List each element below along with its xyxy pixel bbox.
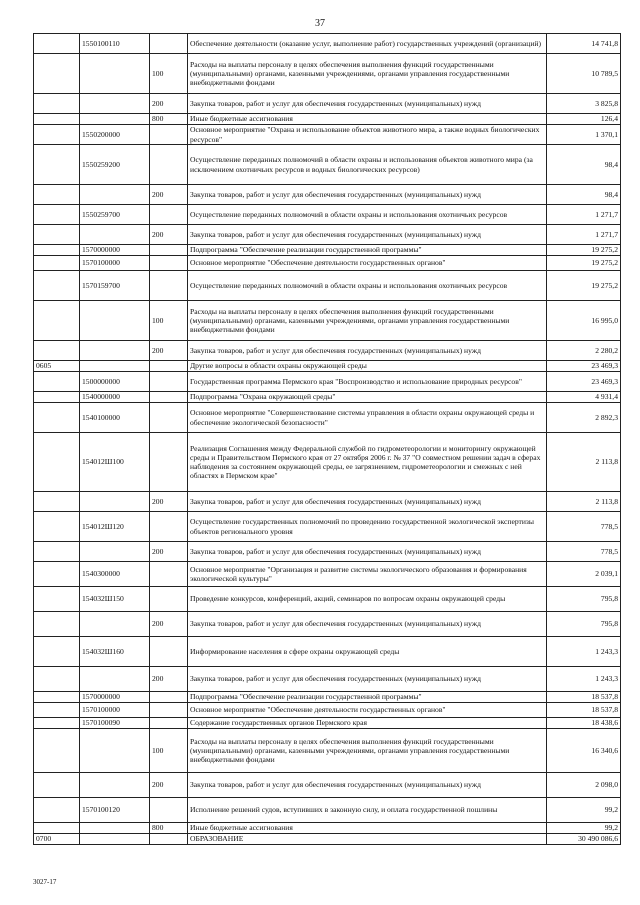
target-code-cell: 1540000000	[80, 392, 150, 403]
amount-cell: 99,2	[547, 823, 621, 834]
target-code-cell: 154012Ш120	[80, 512, 150, 542]
target-code-cell: 1570000000	[80, 692, 150, 703]
section-code-cell	[34, 271, 80, 301]
amount-cell: 795,8	[547, 587, 621, 612]
table-row	[34, 271, 621, 301]
amount-cell: 1 271,7	[547, 225, 621, 245]
expense-type-cell: 800	[150, 823, 188, 834]
item-name-cell: Подпрограмма "Обеспечение реализации государственной программы"	[188, 245, 547, 256]
table-row	[34, 245, 621, 256]
section-code-cell	[34, 637, 80, 667]
expense-type-cell	[150, 587, 188, 612]
section-code-cell	[34, 798, 80, 823]
target-code-cell	[80, 341, 150, 361]
section-code-cell	[34, 145, 80, 185]
table-row	[34, 34, 621, 54]
table-row	[34, 562, 621, 587]
section-code-cell	[34, 773, 80, 798]
item-name-cell: Закупка товаров, работ и услуг для обеспечения государственных (муниципальных) нужд	[188, 773, 547, 798]
section-code-cell	[34, 245, 80, 256]
expense-type-cell	[150, 562, 188, 587]
expense-type-cell: 100	[150, 54, 188, 94]
item-name-cell: Иные бюджетные ассигнования	[188, 114, 547, 125]
amount-cell: 16 995,0	[547, 301, 621, 341]
document-code: 3027-17	[33, 878, 57, 886]
target-code-cell	[80, 542, 150, 562]
target-code-cell: 1540300000	[80, 562, 150, 587]
amount-cell: 23 469,3	[547, 372, 621, 392]
target-code-cell	[80, 225, 150, 245]
target-code-cell: 1570100000	[80, 256, 150, 271]
expense-type-cell	[150, 703, 188, 718]
item-name-cell: Осуществление переданных полномочий в области охраны и использования охотничьих ресурсов	[188, 271, 547, 301]
item-name-cell: ОБРАЗОВАНИЕ	[188, 834, 547, 845]
item-name-cell: Обеспечение деятельности (оказание услуг, выполнение работ) государственных учреждений (организаций)	[188, 34, 547, 54]
section-code-cell	[34, 433, 80, 492]
expense-type-cell: 200	[150, 341, 188, 361]
expense-type-cell	[150, 145, 188, 185]
target-code-cell	[80, 667, 150, 692]
table-row	[34, 542, 621, 562]
target-code-cell: 1570100120	[80, 798, 150, 823]
expense-type-cell: 200	[150, 667, 188, 692]
section-code-cell	[34, 301, 80, 341]
table-row	[34, 834, 621, 845]
section-code-cell	[34, 512, 80, 542]
section-code-cell	[34, 54, 80, 94]
amount-cell: 14 741,8	[547, 34, 621, 54]
section-code-cell	[34, 692, 80, 703]
section-code-cell	[34, 403, 80, 433]
section-code-cell	[34, 703, 80, 718]
target-code-cell	[80, 54, 150, 94]
item-name-cell: Основное мероприятие "Обеспечение деятельности государственных органов"	[188, 256, 547, 271]
table-row	[34, 54, 621, 94]
target-code-cell: 1570000000	[80, 245, 150, 256]
item-name-cell: Иные бюджетные ассигнования	[188, 823, 547, 834]
expense-type-cell	[150, 433, 188, 492]
target-code-cell: 1500000000	[80, 372, 150, 392]
section-code-cell	[34, 823, 80, 834]
table-row	[34, 341, 621, 361]
table-row	[34, 205, 621, 225]
section-code-cell: 0700	[34, 834, 80, 845]
expense-type-cell	[150, 256, 188, 271]
item-name-cell: Подпрограмма "Обеспечение реализации государственной программы"	[188, 692, 547, 703]
table-row	[34, 492, 621, 512]
item-name-cell: Закупка товаров, работ и услуг для обеспечения государственных (муниципальных) нужд	[188, 667, 547, 692]
item-name-cell: Основное мероприятие "Охрана и использование объектов животного мира, а также водных биологических ресурсов"	[188, 125, 547, 145]
item-name-cell: Расходы на выплаты персоналу в целях обеспечения выполнения функций государственными (муниципальными) органами, казенными учреждениями, органами управления государственными внебюджетными фондами	[188, 301, 547, 341]
table-row	[34, 145, 621, 185]
expense-type-cell: 200	[150, 225, 188, 245]
section-code-cell: 0605	[34, 361, 80, 372]
target-code-cell	[80, 834, 150, 845]
target-code-cell: 154012Ш100	[80, 433, 150, 492]
item-name-cell: Основное мероприятие "Организация и развитие системы экологического образования и формирования экологической культуры"	[188, 562, 547, 587]
expense-type-cell	[150, 125, 188, 145]
amount-cell: 23 469,3	[547, 361, 621, 372]
table-row	[34, 823, 621, 834]
target-code-cell	[80, 612, 150, 637]
table-row	[34, 372, 621, 392]
item-name-cell: Закупка товаров, работ и услуг для обеспечения государственных (муниципальных) нужд	[188, 492, 547, 512]
target-code-cell: 1570100090	[80, 718, 150, 729]
expense-type-cell	[150, 245, 188, 256]
section-code-cell	[34, 114, 80, 125]
expense-type-cell	[150, 205, 188, 225]
target-code-cell: 1550259700	[80, 205, 150, 225]
amount-cell: 1 370,1	[547, 125, 621, 145]
item-name-cell: Реализация Соглашения между Федеральной службой по гидрометеорологии и мониторингу окружающей среды и Правительством Пермского края от 27 октября 2006 г. № 37 "О совместном решении задач в сферах наблюдения за состоянием окружающей среды, ее загрязнением, гидрометеорологии и смежных с ней областях в Пермском крае"	[188, 433, 547, 492]
section-code-cell	[34, 205, 80, 225]
table-row	[34, 729, 621, 773]
amount-cell: 16 340,6	[547, 729, 621, 773]
section-code-cell	[34, 729, 80, 773]
expense-type-cell: 200	[150, 542, 188, 562]
item-name-cell: Подпрограмма "Охрана окружающей среды"	[188, 392, 547, 403]
amount-cell: 18 537,8	[547, 692, 621, 703]
expense-type-cell: 200	[150, 773, 188, 798]
amount-cell: 795,8	[547, 612, 621, 637]
table-row	[34, 667, 621, 692]
table-row	[34, 256, 621, 271]
amount-cell: 1 243,3	[547, 637, 621, 667]
item-name-cell: Осуществление переданных полномочий в области охраны и использования охотничьих ресурсов	[188, 205, 547, 225]
section-code-cell	[34, 256, 80, 271]
item-name-cell: Расходы на выплаты персоналу в целях обеспечения выполнения функций государственными (муниципальными) органами, казенными учреждениями, органами управления государственными внебюджетными фондами	[188, 54, 547, 94]
section-code-cell	[34, 562, 80, 587]
table-row	[34, 773, 621, 798]
expense-type-cell: 200	[150, 492, 188, 512]
section-code-cell	[34, 587, 80, 612]
table-row	[34, 403, 621, 433]
table-row	[34, 798, 621, 823]
item-name-cell: Закупка товаров, работ и услуг для обеспечения государственных (муниципальных) нужд	[188, 542, 547, 562]
expense-type-cell	[150, 361, 188, 372]
item-name-cell: Закупка товаров, работ и услуг для обеспечения государственных (муниципальных) нужд	[188, 185, 547, 205]
amount-cell: 2 098,0	[547, 773, 621, 798]
section-code-cell	[34, 34, 80, 54]
table-row	[34, 512, 621, 542]
expense-type-cell	[150, 34, 188, 54]
target-code-cell	[80, 361, 150, 372]
item-name-cell: Другие вопросы в области охраны окружающей среды	[188, 361, 547, 372]
target-code-cell: 1570100000	[80, 703, 150, 718]
expense-type-cell	[150, 798, 188, 823]
item-name-cell: Государственная программа Пермского края "Воспроизводство и использование природных ресурсов"	[188, 372, 547, 392]
table-row	[34, 433, 621, 492]
section-code-cell	[34, 372, 80, 392]
expense-type-cell: 100	[150, 729, 188, 773]
target-code-cell	[80, 94, 150, 114]
expense-type-cell	[150, 271, 188, 301]
amount-cell: 98,4	[547, 185, 621, 205]
section-code-cell	[34, 492, 80, 512]
target-code-cell	[80, 729, 150, 773]
table-row	[34, 637, 621, 667]
expense-type-cell: 100	[150, 301, 188, 341]
page-number: 37	[315, 18, 325, 29]
expense-type-cell	[150, 637, 188, 667]
target-code-cell: 154032Ш150	[80, 587, 150, 612]
section-code-cell	[34, 667, 80, 692]
expense-type-cell	[150, 512, 188, 542]
table-row	[34, 94, 621, 114]
section-code-cell	[34, 94, 80, 114]
amount-cell: 1 271,7	[547, 205, 621, 225]
amount-cell: 18 537,8	[547, 703, 621, 718]
amount-cell: 98,4	[547, 145, 621, 185]
target-code-cell: 1540100000	[80, 403, 150, 433]
amount-cell: 2 113,8	[547, 492, 621, 512]
expense-type-cell	[150, 403, 188, 433]
table-row	[34, 125, 621, 145]
target-code-cell: 1550200000	[80, 125, 150, 145]
item-name-cell: Исполнение решений судов, вступивших в законную силу, и оплата государственной пошлины	[188, 798, 547, 823]
section-code-cell	[34, 542, 80, 562]
target-code-cell	[80, 114, 150, 125]
amount-cell: 4 931,4	[547, 392, 621, 403]
item-name-cell: Осуществление государственных полномочий по проведению государственной экологической экспертизы объектов регионального уровня	[188, 512, 547, 542]
section-code-cell	[34, 185, 80, 205]
amount-cell: 2 039,1	[547, 562, 621, 587]
target-code-cell	[80, 492, 150, 512]
expense-type-cell: 800	[150, 114, 188, 125]
target-code-cell	[80, 301, 150, 341]
item-name-cell: Осуществление переданных полномочий в области охраны и использования объектов животного мира (за исключением охотничьих ресурсов и водных биологических ресурсов)	[188, 145, 547, 185]
item-name-cell: Основное мероприятие "Совершенствование системы управления в области охраны окружающей среды и обеспечение экологической безопасности"	[188, 403, 547, 433]
section-code-cell	[34, 392, 80, 403]
amount-cell: 2 113,8	[547, 433, 621, 492]
amount-cell: 10 789,5	[547, 54, 621, 94]
amount-cell: 778,5	[547, 512, 621, 542]
table-row	[34, 114, 621, 125]
section-code-cell	[34, 225, 80, 245]
amount-cell: 2 892,3	[547, 403, 621, 433]
target-code-cell: 1570159700	[80, 271, 150, 301]
amount-cell: 19 275,2	[547, 271, 621, 301]
expense-type-cell: 200	[150, 94, 188, 114]
item-name-cell: Расходы на выплаты персоналу в целях обеспечения выполнения функций государственными (муниципальными) органами, казенными учреждениями, органами управления государственными внебюджетными фондами	[188, 729, 547, 773]
expense-type-cell	[150, 718, 188, 729]
item-name-cell: Проведение конкурсов, конференций, акций, семинаров по вопросам охраны окружающей среды	[188, 587, 547, 612]
expense-type-cell: 200	[150, 185, 188, 205]
amount-cell: 126,4	[547, 114, 621, 125]
table-row	[34, 301, 621, 341]
table-row	[34, 225, 621, 245]
expense-type-cell: 200	[150, 612, 188, 637]
item-name-cell: Закупка товаров, работ и услуг для обеспечения государственных (муниципальных) нужд	[188, 94, 547, 114]
table-row	[34, 392, 621, 403]
budget-table	[33, 33, 621, 845]
expense-type-cell	[150, 692, 188, 703]
table-row	[34, 587, 621, 612]
amount-cell: 30 490 086,6	[547, 834, 621, 845]
section-code-cell	[34, 341, 80, 361]
table-row	[34, 718, 621, 729]
expense-type-cell	[150, 392, 188, 403]
table-row	[34, 692, 621, 703]
amount-cell: 99,2	[547, 798, 621, 823]
amount-cell: 19 275,2	[547, 245, 621, 256]
item-name-cell: Информирование населения в сфере охраны окружающей среды	[188, 637, 547, 667]
target-code-cell	[80, 823, 150, 834]
item-name-cell: Закупка товаров, работ и услуг для обеспечения государственных (муниципальных) нужд	[188, 341, 547, 361]
item-name-cell: Содержание государственных органов Пермского края	[188, 718, 547, 729]
section-code-cell	[34, 718, 80, 729]
table-row	[34, 612, 621, 637]
amount-cell: 19 275,2	[547, 256, 621, 271]
item-name-cell: Основное мероприятие "Обеспечение деятельности государственных органов"	[188, 703, 547, 718]
table-row	[34, 703, 621, 718]
amount-cell: 18 438,6	[547, 718, 621, 729]
expense-type-cell	[150, 834, 188, 845]
section-code-cell	[34, 125, 80, 145]
amount-cell: 1 243,3	[547, 667, 621, 692]
expense-type-cell	[150, 372, 188, 392]
amount-cell: 2 280,2	[547, 341, 621, 361]
item-name-cell: Закупка товаров, работ и услуг для обеспечения государственных (муниципальных) нужд	[188, 225, 547, 245]
amount-cell: 3 825,8	[547, 94, 621, 114]
amount-cell: 778,5	[547, 542, 621, 562]
table-row	[34, 185, 621, 205]
target-code-cell: 154032Ш160	[80, 637, 150, 667]
item-name-cell: Закупка товаров, работ и услуг для обеспечения государственных (муниципальных) нужд	[188, 612, 547, 637]
target-code-cell: 1550259200	[80, 145, 150, 185]
table-row	[34, 361, 621, 372]
target-code-cell: 1550100110	[80, 34, 150, 54]
section-code-cell	[34, 612, 80, 637]
target-code-cell	[80, 185, 150, 205]
target-code-cell	[80, 773, 150, 798]
